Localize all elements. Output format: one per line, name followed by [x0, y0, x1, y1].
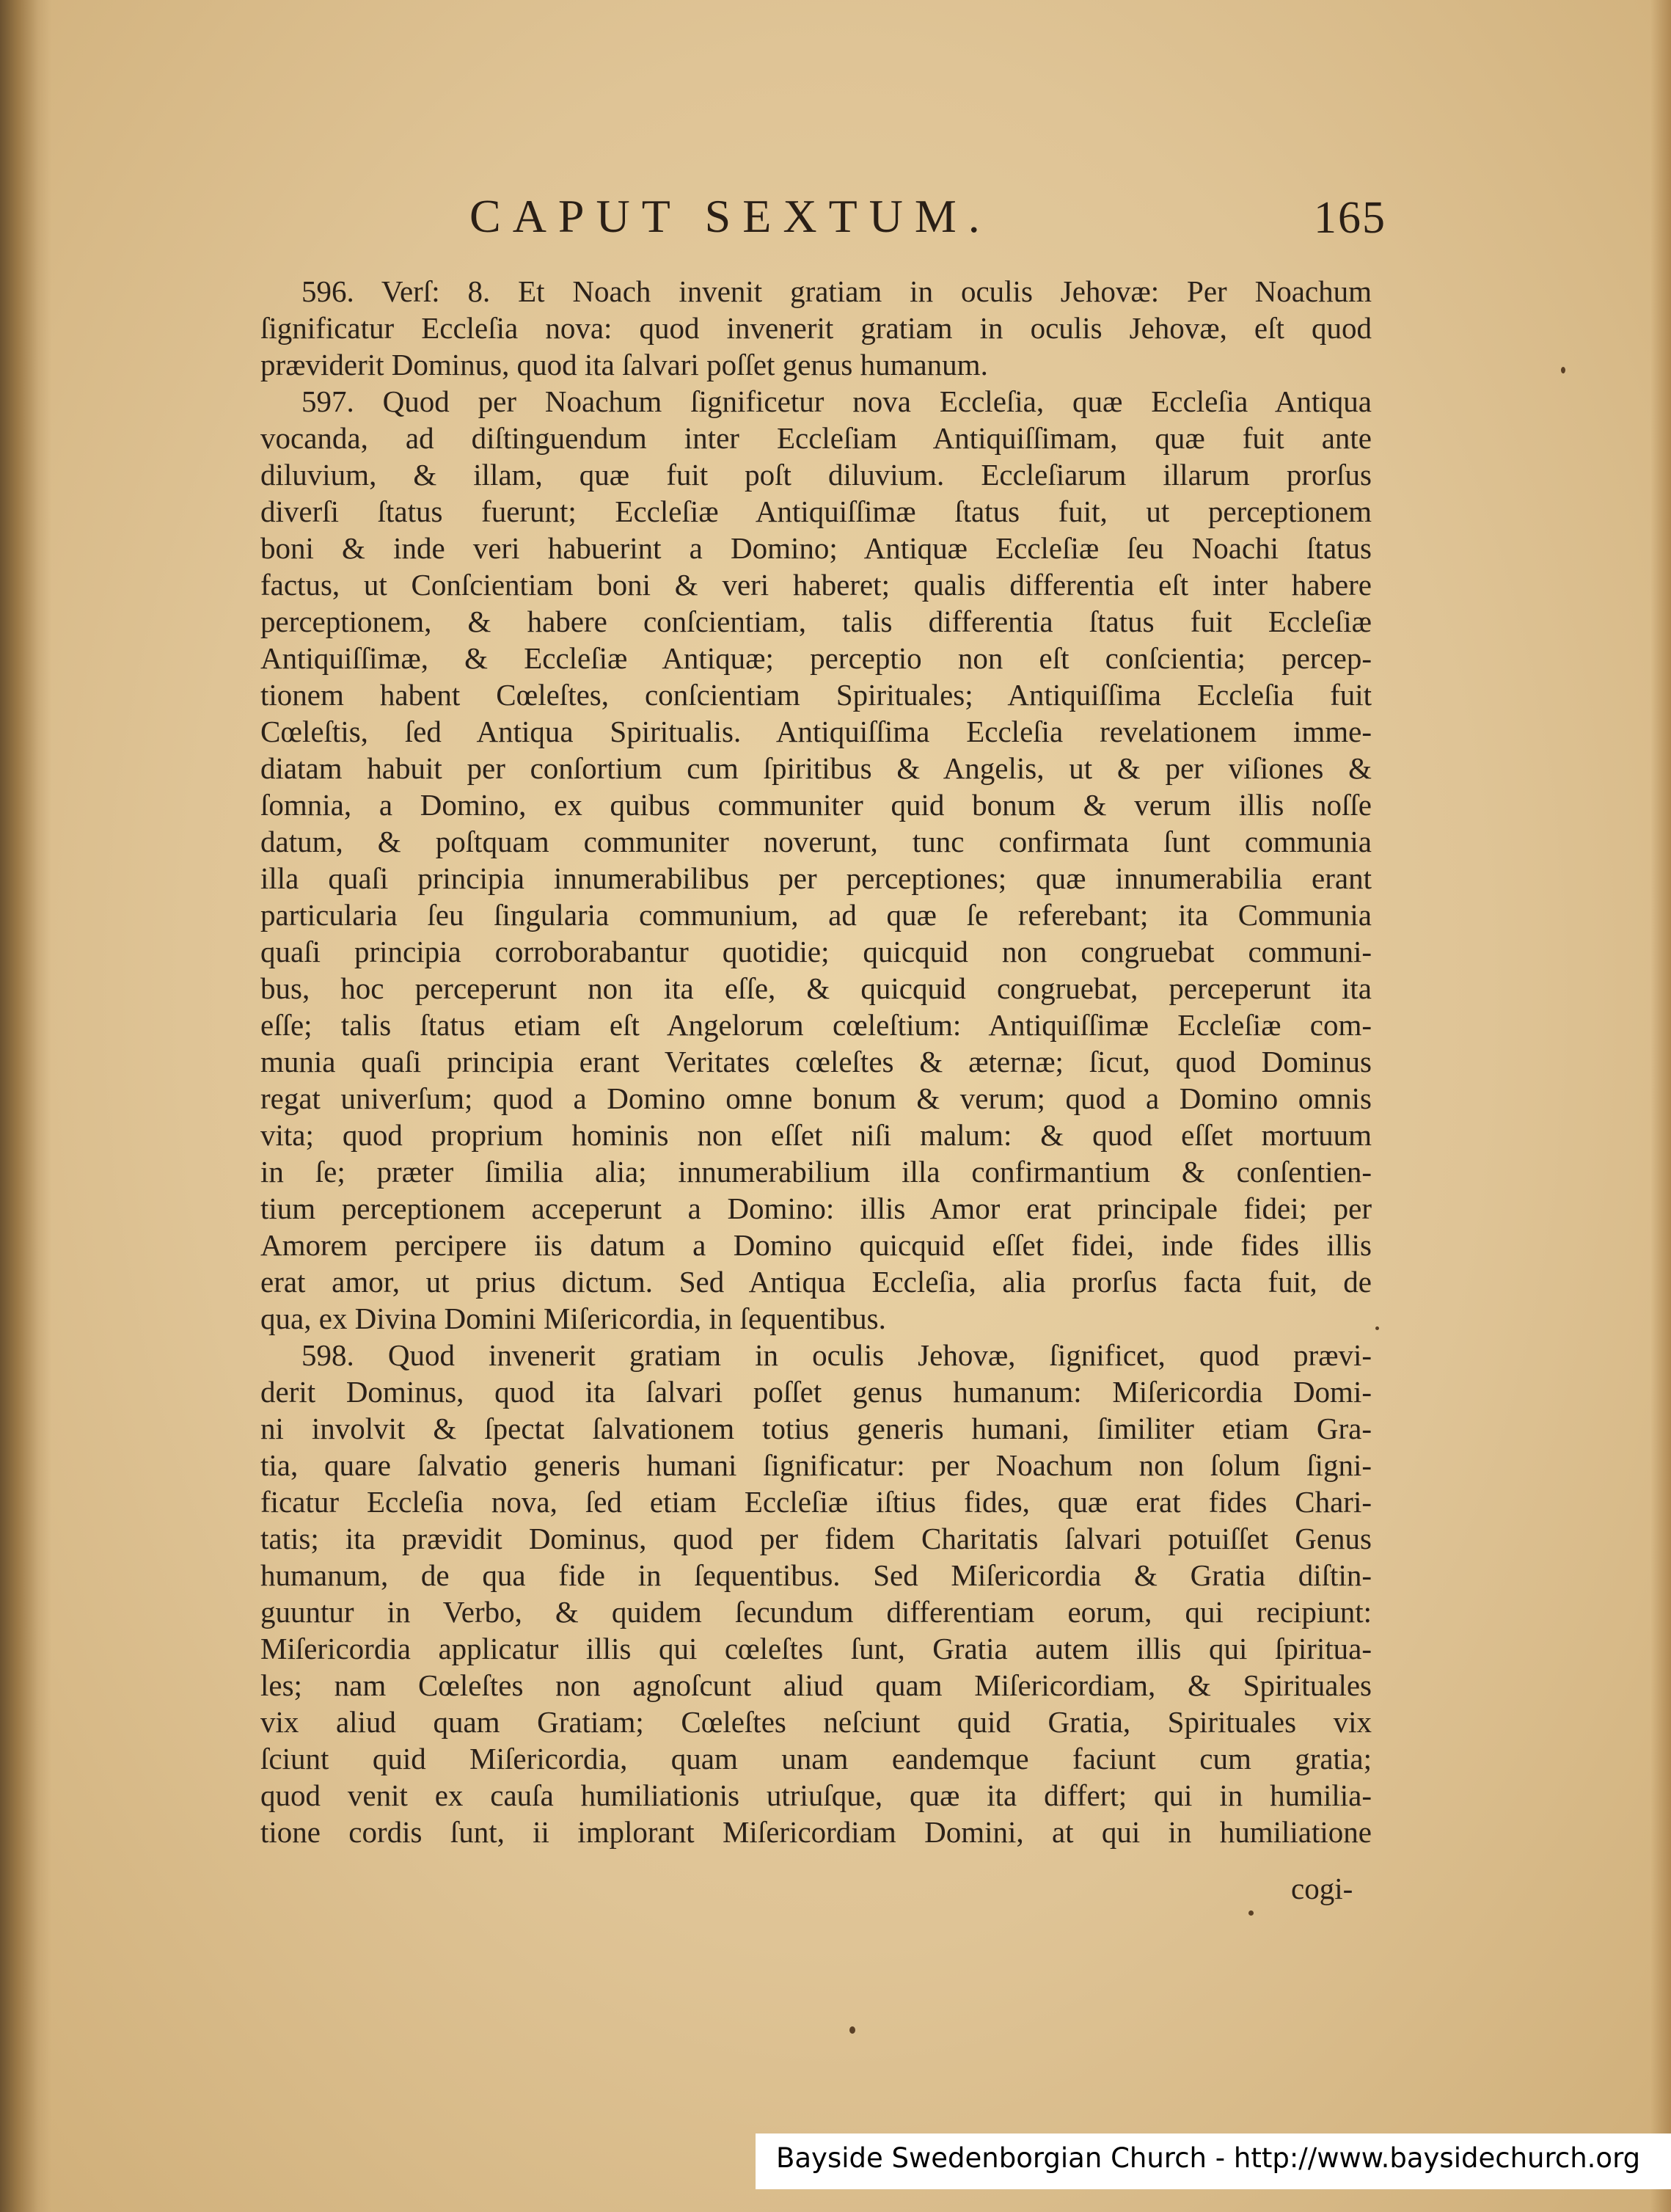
text-line: ſciunt quid Miſericordia, quam unam eandemque faciunt cum gratia;: [260, 1742, 1372, 1775]
text-line: tione cordis ſunt, ii implorant Miſericordiam Domini, at qui in humiliatione: [260, 1815, 1372, 1849]
text-line: Amorem percipere iis datum a Domino quicquid eſſet fidei, inde fides illis: [260, 1228, 1372, 1262]
text-line: diatam habuit per conſortium cum ſpiritibus & Angelis, ut & per viſiones &: [260, 751, 1372, 785]
page-number: 165: [1314, 193, 1386, 243]
text-line: diverſi ſtatus fuerunt; Eccleſiæ Antiquiſſimæ ſtatus fuit, ut perceptionem: [260, 494, 1372, 528]
text-line: Cœleſtis, ſed Antiqua Spiritualis. Antiquiſſima Eccleſia revelationem imme-: [260, 715, 1372, 748]
text-line: 596. Verſ: 8. Et Noach invenit gratiam in oculis Jehovæ: Per Noachum: [301, 274, 1372, 308]
text-line: guuntur in Verbo, & quidem ſecundum differentiam eorum, qui recipiunt:: [260, 1595, 1372, 1629]
text-line: ni involvit & ſpectat ſalvationem totius generis humani, ſimiliter etiam Gra-: [260, 1412, 1372, 1445]
body-text: [260, 273, 1372, 1850]
text-line: 597. Quod per Noachum ſignificetur nova Eccleſia, quæ Eccleſia Antiqua: [301, 384, 1372, 418]
text-line: humanum, de qua fide in ſequentibus. Sed Miſericordia & Gratia diſtin-: [260, 1558, 1372, 1592]
text-line: quaſi principia corroborabantur quotidie; quicquid non congruebat communi-: [260, 935, 1372, 968]
ink-speck: [1561, 367, 1565, 373]
text-line: vix aliud quam Gratiam; Cœleſtes neſciunt quid Gratia, Spirituales vix: [260, 1705, 1372, 1739]
text-line: factus, ut Conſcientiam boni & veri haberet; qualis differentia eſt inter habere: [260, 568, 1372, 602]
text-line: Miſericordia applicatur illis qui cœleſtes ſunt, Gratia autem illis qui ſpiritua-: [260, 1632, 1372, 1665]
text-line: particularia ſeu ſingularia communium, ad quæ ſe referebant; ita Communia: [260, 898, 1372, 932]
text-line: tium perceptionem acceperunt a Domino: illis Amor erat principale fidei; per: [260, 1191, 1372, 1225]
text-line: illa quaſi principia innumerabilibus per perceptiones; quæ innumerabilia erant: [260, 861, 1372, 895]
text-line: Antiquiſſimæ, & Eccleſiæ Antiquæ; perceptio non eſt conſcientia; percep-: [260, 641, 1372, 675]
book-gutter-shadow: [0, 0, 51, 2212]
text-line: tia, quare ſalvatio generis humani ſignificatur: per Noachum non ſolum ſigni-: [260, 1448, 1372, 1482]
page-edge-shade: [1650, 0, 1671, 2212]
text-line: præviderit Dominus, quod ita ſalvari poſſet genus humanum.: [260, 348, 988, 382]
text-line: erat amor, ut prius dictum. Sed Antiqua Eccleſia, alia prorſus facta fuit, de: [260, 1265, 1372, 1299]
text-line: perceptionem, & habere conſcientiam, talis differentia ſtatus fuit Eccleſiæ: [260, 605, 1372, 638]
text-line: bus, hoc perceperunt non ita eſſe, & quicquid congruebat, perceperunt ita: [260, 971, 1372, 1005]
running-title: CAPUT SEXTUM.: [469, 190, 992, 242]
running-head: [469, 183, 1386, 249]
catchword: cogi-: [1291, 1872, 1353, 1905]
text-line: quod venit ex cauſa humiliationis utriuſque, quæ ita differt; qui in humilia-: [260, 1778, 1372, 1812]
ink-speck: [1248, 1910, 1254, 1916]
text-line: les; nam Cœleſtes non agnoſcunt aliud quam Miſericordiam, & Spirituales: [260, 1668, 1372, 1702]
text-line: 598. Quod invenerit gratiam in oculis Jehovæ, ſignificet, quod prævi-: [301, 1338, 1372, 1372]
ink-speck: [1375, 1326, 1379, 1330]
text-line: ficatur Eccleſia nova, ſed etiam Eccleſiæ iſtius fides, quæ erat fides Chari-: [260, 1485, 1372, 1519]
text-line: datum, & poſtquam communiter noverunt, tunc confirmata ſunt communia: [260, 825, 1372, 858]
text-line: diluvium, & illam, quæ fuit poſt diluvium. Eccleſiarum illarum prorſus: [260, 458, 1372, 492]
text-line: ſomnia, a Domino, ex quibus communiter quid bonum & verum illis noſſe: [260, 788, 1372, 822]
ink-speck: [849, 2026, 855, 2034]
text-line: ſignificatur Eccleſia nova: quod invenerit gratiam in oculis Jehovæ, eſt quod: [260, 311, 1372, 345]
text-line: vita; quod proprium hominis non eſſet niſi malum: & quod eſſet mortuum: [260, 1118, 1372, 1152]
text-line: regat univerſum; quod a Domino omne bonum & verum; quod a Domino omnis: [260, 1081, 1372, 1115]
text-line: qua, ex Divina Domini Miſericordia, in ſequentibus.: [260, 1302, 886, 1335]
text-line: derit Dominus, quod ita ſalvari poſſet genus humanum: Miſericordia Domi-: [260, 1375, 1372, 1409]
text-line: munia quaſi principia erant Veritates cœleſtes & æternæ; ſicut, quod Dominus: [260, 1045, 1372, 1078]
text-line: eſſe; talis ſtatus etiam eſt Angelorum cœleſtium: Antiquiſſimæ Eccleſiæ com-: [260, 1008, 1372, 1042]
text-line: boni & inde veri habuerint a Domino; Antiquæ Eccleſiæ ſeu Noachi ſtatus: [260, 531, 1372, 565]
text-line: in ſe; præter ſimilia alia; innumerabilium illa confirmantium & conſentien-: [260, 1155, 1372, 1189]
watermark-banner: [756, 2133, 1671, 2189]
text-line: tionem habent Cœleſtes, conſcientiam Spirituales; Antiquiſſima Eccleſia fuit: [260, 678, 1372, 712]
watermark-text: Bayside Swedenborgian Church - http://www.baysidechurch.org: [776, 2142, 1641, 2174]
text-line: vocanda, ad diſtinguendum inter Eccleſiam Antiquiſſimam, quæ fuit ante: [260, 421, 1372, 455]
text-line: tatis; ita prævidit Dominus, quod per fidem Charitatis ſalvari potuiſſet Genus: [260, 1522, 1372, 1555]
